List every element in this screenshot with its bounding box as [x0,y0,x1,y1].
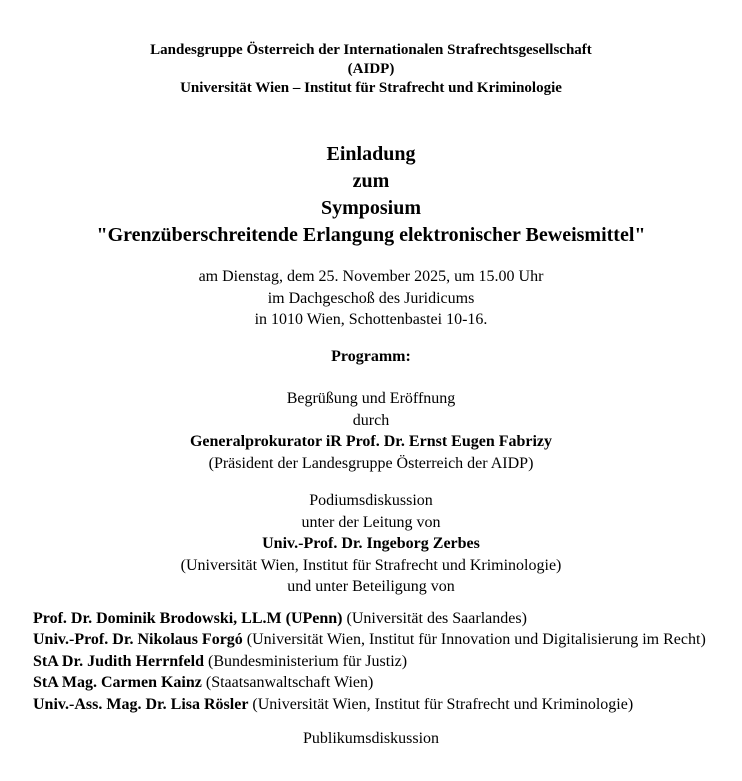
participant-name: StA Mag. Carmen Kainz [33,674,202,691]
participant-affiliation: (Staatsanwaltschaft Wien) [205,674,374,691]
panel-line-1: Podiumsdiskussion [309,492,433,509]
participant-affiliation: (Universität Wien, Institut für Innovation und Digitalisierung im Recht) [246,631,706,648]
document-title [0,141,742,249]
panel-chair: Univ.-Prof. Dr. Ingeborg Zerbes [262,535,480,552]
participant-affiliation: (Universität des Saarlandes) [346,609,527,627]
event-venue: im Dachgeschoß des Juridicums [267,289,475,307]
opening-speaker-role: (Präsident der Landesgruppe Österreich der AIDP) [208,454,534,472]
participant-name: Univ.-Ass. Mag. Dr. Lisa Rösler [33,695,249,713]
opening-line-1: Begrüßung und Eröffnung [286,390,456,407]
panel-line-3: und unter Beteiligung von [287,578,455,595]
title-line-topic: "Grenzüberschreitende Erlangung elektronischer Beweismittel" [96,224,646,246]
event-address: in 1010 Wien, Schottenbastei 10-16. [254,311,488,328]
title-line-zum: zum [352,170,390,192]
panel-line-2: unter der Leitung von [301,513,441,531]
closing-item: Publikumsdiskussion [302,730,440,747]
participant-affiliation: (Bundesministerium für Justiz) [207,652,408,670]
opening-section [0,388,742,474]
participant-row [33,694,713,716]
participant-row [33,629,713,651]
participant-row [33,651,713,673]
participant-list [33,608,713,716]
panel-section [0,490,742,598]
organization-header [0,41,742,98]
participant-row [33,608,713,630]
participant-row [33,672,713,694]
opening-line-2: durch [352,411,390,429]
title-line-symposium: Symposium [320,197,422,219]
opening-speaker: Generalprokurator iR Prof. Dr. Ernst Eugen Fabrizy [189,433,553,450]
event-date-time: am Dienstag, dem 25. November 2025, um 15.00 Uhr [198,268,544,285]
participant-name: StA Dr. Judith Herrnfeld [33,652,204,670]
org-line-1: Landesgruppe Österreich der Internationalen Strafrechtsgesellschaft [150,42,592,58]
participant-name: Prof. Dr. Dominik Brodowski, LL.M (UPenn) [33,609,343,627]
org-line-3: Universität Wien – Institut für Strafrecht und Kriminologie [180,80,562,96]
participant-name: Univ.-Prof. Dr. Nikolaus Forgó [33,631,243,648]
participant-affiliation: (Universität Wien, Institut für Strafrecht und Kriminologie) [252,695,634,713]
org-line-2: (AIDP) [347,61,395,77]
program-heading: Programm: [331,347,411,365]
panel-chair-affiliation: (Universität Wien, Institut für Strafrecht und Kriminologie) [180,556,562,574]
event-details [0,266,742,331]
title-line-einladung: Einladung [326,143,416,165]
